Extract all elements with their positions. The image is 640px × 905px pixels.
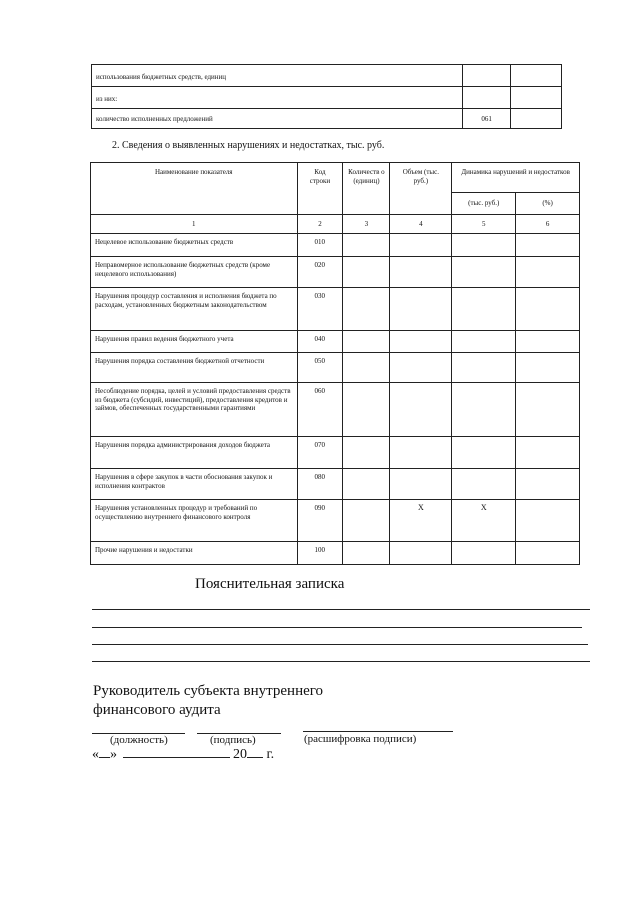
date-open-quote: « (92, 747, 99, 762)
note-line (92, 644, 588, 645)
head-title-line1: Руководитель субъекта внутреннего (93, 683, 324, 699)
row-count (343, 331, 390, 353)
table-row (91, 353, 580, 383)
table-row (92, 87, 562, 109)
row-count (343, 437, 390, 469)
header-dynamics: Динамика нарушений и недостатков (452, 163, 580, 193)
note-line (92, 661, 590, 662)
row-code: 060 (297, 383, 343, 437)
row-dyn-rub (452, 288, 516, 331)
row-count (343, 542, 390, 565)
day-blank (99, 746, 110, 758)
note-line (92, 627, 582, 628)
top-row-label: из них: (92, 87, 463, 109)
row-name: Нарушения в сфере закупок в части обоснования закупок и исполнения контрактов (91, 469, 298, 500)
row-dyn-pct (516, 288, 580, 331)
row-volume (390, 437, 452, 469)
row-name: Несоблюдение порядка, целей и условий предоставления средств из бюджета (субсидий, инвестиций), предоставления кредитов и займов, обеспеченных государственными гарантиями (91, 383, 298, 437)
table-row (91, 469, 580, 500)
table-row (91, 500, 580, 542)
row-code: 050 (297, 353, 343, 383)
row-volume (390, 353, 452, 383)
row-dyn-pct (516, 353, 580, 383)
row-name: Нарушения установленных процедур и требований по осуществлению внутреннего финансового контроля (91, 500, 298, 542)
row-volume (390, 542, 452, 565)
header-name: Наименование показателя (91, 163, 298, 215)
row-count (343, 469, 390, 500)
table-row (91, 437, 580, 469)
row-dyn-pct (516, 542, 580, 565)
position-caption: (должность) (110, 734, 168, 746)
row-name: Прочие нарушения и недостатки (91, 542, 298, 565)
index-cell: 5 (452, 215, 516, 234)
decoding-line (303, 731, 453, 732)
top-row-code (463, 65, 511, 87)
table-row (91, 331, 580, 353)
top-row-value (511, 65, 562, 87)
row-dyn-rub (452, 234, 516, 257)
row-volume: X (390, 500, 452, 542)
row-dyn-pct (516, 383, 580, 437)
month-blank (123, 746, 230, 758)
violations-table (90, 162, 580, 565)
row-name: Нарушения порядка составления бюджетной отчетности (91, 353, 298, 383)
header-volume: Объем (тыс. руб.) (390, 163, 452, 215)
year-prefix: 20 (233, 747, 247, 762)
index-cell: 6 (516, 215, 580, 234)
row-dyn-pct (516, 500, 580, 542)
date-close-quote: » (110, 747, 117, 762)
table-row (91, 288, 580, 331)
table-row (92, 109, 562, 129)
row-volume (390, 257, 452, 288)
row-dyn-rub (452, 469, 516, 500)
index-row (91, 215, 580, 234)
year-suffix: г. (266, 747, 275, 762)
row-count (343, 353, 390, 383)
row-dyn-pct (516, 437, 580, 469)
row-dyn-rub (452, 383, 516, 437)
row-count (343, 383, 390, 437)
row-dyn-rub (452, 437, 516, 469)
section-title: 2. Сведения о выявленных нарушениях и недостатках, тыс. руб. (112, 140, 385, 151)
index-cell: 4 (390, 215, 452, 234)
index-cell: 3 (343, 215, 390, 234)
row-volume (390, 383, 452, 437)
row-code: 090 (297, 500, 343, 542)
row-code: 030 (297, 288, 343, 331)
row-count (343, 234, 390, 257)
table-row (91, 234, 580, 257)
table-header-row (91, 163, 580, 193)
row-dyn-pct (516, 469, 580, 500)
row-name: Нарушения правил ведения бюджетного учета (91, 331, 298, 353)
row-code: 020 (297, 257, 343, 288)
row-dyn-rub (452, 542, 516, 565)
header-dyn-pct: (%) (516, 193, 580, 215)
table-row (91, 257, 580, 288)
top-row-code (463, 87, 511, 109)
top-row-code: 061 (463, 109, 511, 129)
row-dyn-rub: X (452, 500, 516, 542)
row-name: Неправомерное использование бюджетных средств (кроме нецелевого использования) (91, 257, 298, 288)
row-name: Нарушения процедур составления и исполнения бюджета по расходам, установленных бюджетным законодательством (91, 288, 298, 331)
head-title-line2: финансового аудита (93, 702, 221, 718)
row-volume (390, 331, 452, 353)
row-code: 070 (297, 437, 343, 469)
header-count: Количеств о (единиц) (343, 163, 390, 215)
row-count (343, 257, 390, 288)
row-volume (390, 234, 452, 257)
date-row (92, 746, 274, 763)
table-row (91, 542, 580, 565)
note-line (92, 609, 590, 610)
top-row-label: использования бюджетных средств, единиц (92, 65, 463, 87)
row-dyn-pct (516, 331, 580, 353)
year-blank (247, 746, 263, 758)
row-volume (390, 469, 452, 500)
index-cell: 1 (91, 215, 298, 234)
row-dyn-pct (516, 257, 580, 288)
row-count (343, 500, 390, 542)
table-row (92, 65, 562, 87)
row-dyn-pct (516, 234, 580, 257)
row-dyn-rub (452, 257, 516, 288)
header-dyn-rub: (тыс. руб.) (452, 193, 516, 215)
row-volume (390, 288, 452, 331)
signature-caption: (подпись) (210, 734, 256, 746)
row-name: Нецелевое использование бюджетных средств (91, 234, 298, 257)
row-code: 040 (297, 331, 343, 353)
row-code: 080 (297, 469, 343, 500)
top-row-value (511, 109, 562, 129)
row-dyn-rub (452, 353, 516, 383)
decoding-caption: (расшифровка подписи) (304, 733, 417, 745)
top-row-label: количество исполненных предложений (92, 109, 463, 129)
top-table (91, 64, 562, 129)
row-code: 100 (297, 542, 343, 565)
table-row (91, 383, 580, 437)
row-dyn-rub (452, 331, 516, 353)
row-count (343, 288, 390, 331)
header-code: Код строки (297, 163, 343, 215)
row-name: Нарушения порядка администрирования доходов бюджета (91, 437, 298, 469)
note-title: Пояснительная записка (195, 576, 345, 592)
top-row-value (511, 87, 562, 109)
index-cell: 2 (297, 215, 343, 234)
row-code: 010 (297, 234, 343, 257)
